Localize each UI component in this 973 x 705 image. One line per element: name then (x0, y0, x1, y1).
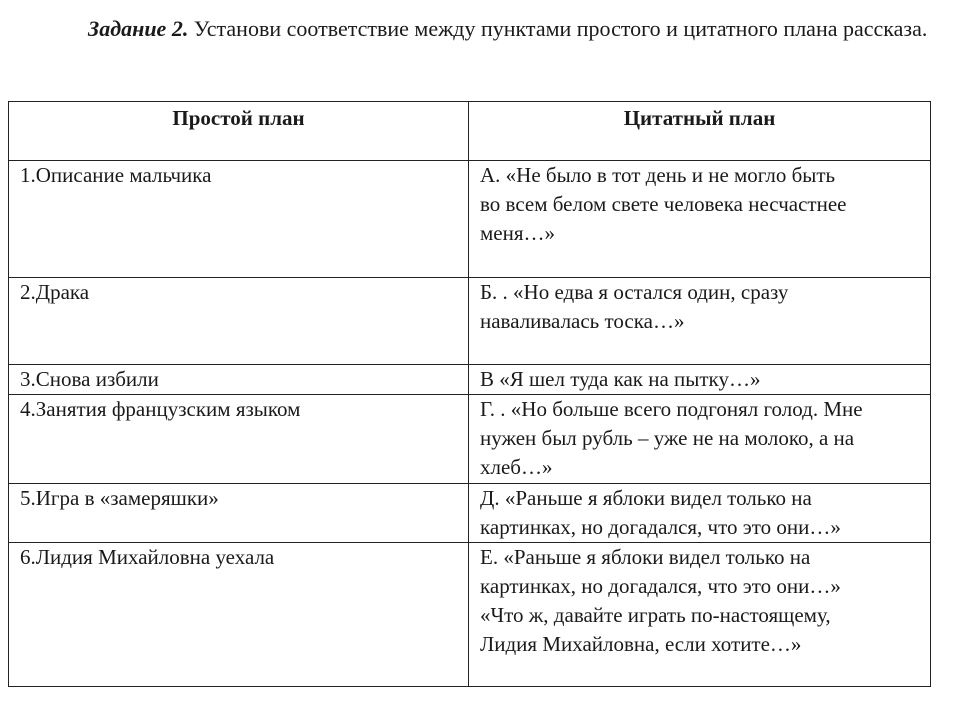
quote-plan-item-a (469, 161, 931, 278)
table-row (9, 484, 931, 543)
quote-plan-item-e (469, 543, 931, 687)
quote-line: нужен был рубль – уже не на молоко, а на (480, 426, 855, 450)
simple-plan-item-5: 5.Игра в «замеряшки» (9, 484, 469, 543)
quote-plan-item-v (469, 365, 931, 395)
table-header-row (9, 102, 931, 161)
quote-line: В «Я шел туда как на пытку…» (480, 367, 761, 391)
quote-line: Д. «Раньше я яблоки видел только на (480, 486, 812, 510)
quote-line: Б. . «Но едва я остался один, сразу (480, 280, 789, 304)
quote-plan-item-d (469, 484, 931, 543)
table-row (9, 395, 931, 484)
simple-plan-item-6: 6.Лидия Михайловна уехала (9, 543, 469, 687)
quote-plan-item-b (469, 278, 931, 365)
quote-line: хлеб…» (480, 455, 553, 479)
simple-plan-item-3: 3.Снова избили (9, 365, 469, 395)
header-quote-plan: Цитатный план (469, 102, 931, 161)
quote-line: меня…» (480, 221, 556, 245)
quote-line: картинках, но догадался, что это они…» (480, 574, 841, 598)
task-text: Установи соответствие между пунктами простого и цитатного плана рассказа. (188, 16, 928, 41)
table-row (9, 278, 931, 365)
header-simple-plan: Простой план (9, 102, 469, 161)
simple-plan-item-1: 1.Описание мальчика (9, 161, 469, 278)
simple-plan-item-2: 2.Драка (9, 278, 469, 365)
quote-line: наваливалась тоска…» (480, 309, 685, 333)
table-row (9, 161, 931, 278)
table-row (9, 365, 931, 395)
quote-line: Е. «Раньше я яблоки видел только на (480, 545, 811, 569)
task-statement (88, 14, 938, 44)
quote-line: А. «Не было в тот день и не могло быть (480, 163, 836, 187)
quote-line: Г. . «Но больше всего подгонял голод. Мне (480, 397, 863, 421)
quote-line: во всем белом свете человека несчастнее (480, 192, 847, 216)
quote-line: Лидия Михайловна, если хотите…» (480, 632, 802, 656)
quote-line: «Что ж, давайте играть по-настоящему, (480, 603, 831, 627)
quote-line: картинках, но догадался, что это они…» (480, 515, 841, 539)
simple-plan-item-4: 4.Занятия французским языком (9, 395, 469, 484)
table-row (9, 543, 931, 687)
quote-plan-item-g (469, 395, 931, 484)
task-label: Задание 2. (88, 16, 189, 41)
plan-table (8, 101, 931, 687)
